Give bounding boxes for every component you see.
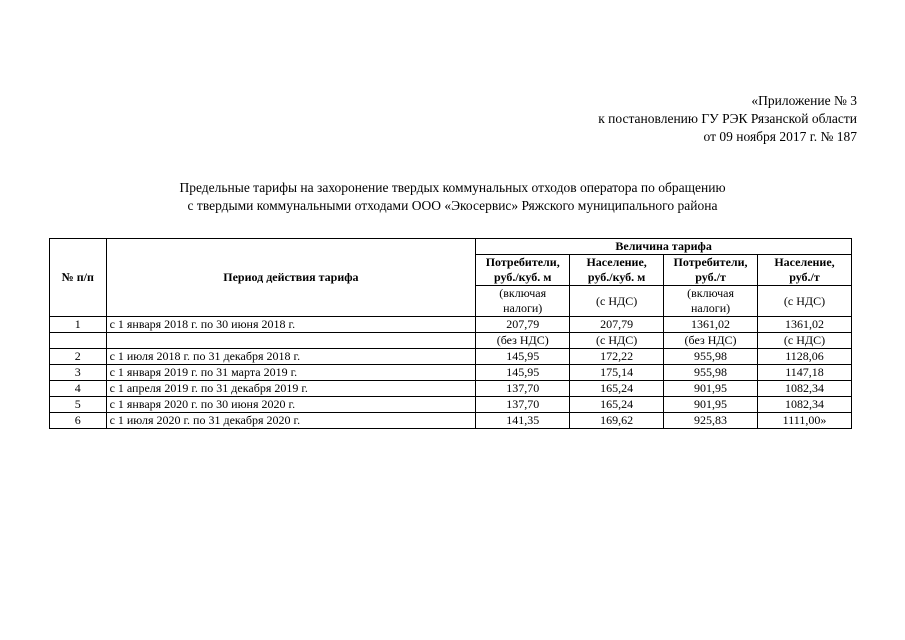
appendix-header (598, 92, 857, 146)
row-num: 1 (50, 317, 107, 333)
row-value: 1361,02 (758, 317, 852, 333)
header-group: Величина тарифа (476, 239, 852, 255)
row-value: 137,70 (476, 381, 570, 397)
row-value: 141,35 (476, 413, 570, 429)
subheader-cell: Население, руб./куб. м (570, 255, 664, 286)
table-row (50, 349, 852, 365)
row-num: 2 (50, 349, 107, 365)
row-value: 901,95 (664, 397, 758, 413)
subheader-cell: Потребители, руб./куб. м (476, 255, 570, 286)
row-value: 1082,34 (758, 397, 852, 413)
row-num: 5 (50, 397, 107, 413)
tax-note-cell: (с НДС) (758, 333, 852, 349)
row-value: 165,24 (570, 397, 664, 413)
tax-note-cell: (без НДС) (476, 333, 570, 349)
tax-note-cell: (включая налоги) (476, 286, 570, 317)
row-value: 1128,06 (758, 349, 852, 365)
row-value: 165,24 (570, 381, 664, 397)
row-period: с 1 января 2019 г. по 31 марта 2019 г. (106, 365, 476, 381)
empty-cell (50, 333, 107, 349)
table-row (50, 397, 852, 413)
tax-note-cell: (с НДС) (570, 333, 664, 349)
table-row (50, 365, 852, 381)
row-num: 4 (50, 381, 107, 397)
document-title (0, 179, 905, 215)
tax-note-cell: (включая налоги) (664, 286, 758, 317)
header-period: Период действия тарифа (106, 239, 476, 317)
row-period: с 1 июля 2020 г. по 31 декабря 2020 г. (106, 413, 476, 429)
row-value: 169,62 (570, 413, 664, 429)
tax-note-cell: (с НДС) (758, 286, 852, 317)
tax-note-cell: (с НДС) (570, 286, 664, 317)
row-value: 207,79 (570, 317, 664, 333)
header-num: № п/п (50, 239, 107, 317)
row-value: 175,14 (570, 365, 664, 381)
row-value: 955,98 (664, 365, 758, 381)
row-value: 137,70 (476, 397, 570, 413)
appendix-line-1: «Приложение № 3 (751, 93, 857, 108)
title-line-2: с твердыми коммунальными отходами ООО «Экосервис» Ряжского муниципального района (187, 198, 718, 213)
row-num: 3 (50, 365, 107, 381)
appendix-line-2: к постановлению ГУ РЭК Рязанской области (598, 111, 857, 126)
row-value: 1147,18 (758, 365, 852, 381)
table-body (50, 349, 852, 429)
row-value: 1111,00» (758, 413, 852, 429)
row-value: 145,95 (476, 349, 570, 365)
row-value: 172,22 (570, 349, 664, 365)
row-value: 1361,02 (664, 317, 758, 333)
empty-cell (106, 333, 476, 349)
tariff-table (49, 238, 852, 429)
tax-note-cell: (без НДС) (664, 333, 758, 349)
appendix-line-3: от 09 ноября 2017 г. № 187 (703, 129, 857, 144)
row-value: 955,98 (664, 349, 758, 365)
tax-note-row (50, 333, 852, 349)
row-period: с 1 апреля 2019 г. по 31 декабря 2019 г. (106, 381, 476, 397)
table-row (50, 413, 852, 429)
row-period: с 1 июля 2018 г. по 31 декабря 2018 г. (106, 349, 476, 365)
row-period: с 1 января 2018 г. по 30 июня 2018 г. (106, 317, 476, 333)
row-value: 925,83 (664, 413, 758, 429)
title-line-1: Предельные тарифы на захоронение твердых коммунальных отходов оператора по обращению (179, 180, 726, 195)
row-value: 1082,34 (758, 381, 852, 397)
row-value: 901,95 (664, 381, 758, 397)
row-value: 207,79 (476, 317, 570, 333)
table-row (50, 317, 852, 333)
row-period: с 1 января 2020 г. по 30 июня 2020 г. (106, 397, 476, 413)
subheader-cell: Население, руб./т (758, 255, 852, 286)
table-row (50, 381, 852, 397)
row-value: 145,95 (476, 365, 570, 381)
row-num: 6 (50, 413, 107, 429)
subheader-cell: Потребители, руб./т (664, 255, 758, 286)
